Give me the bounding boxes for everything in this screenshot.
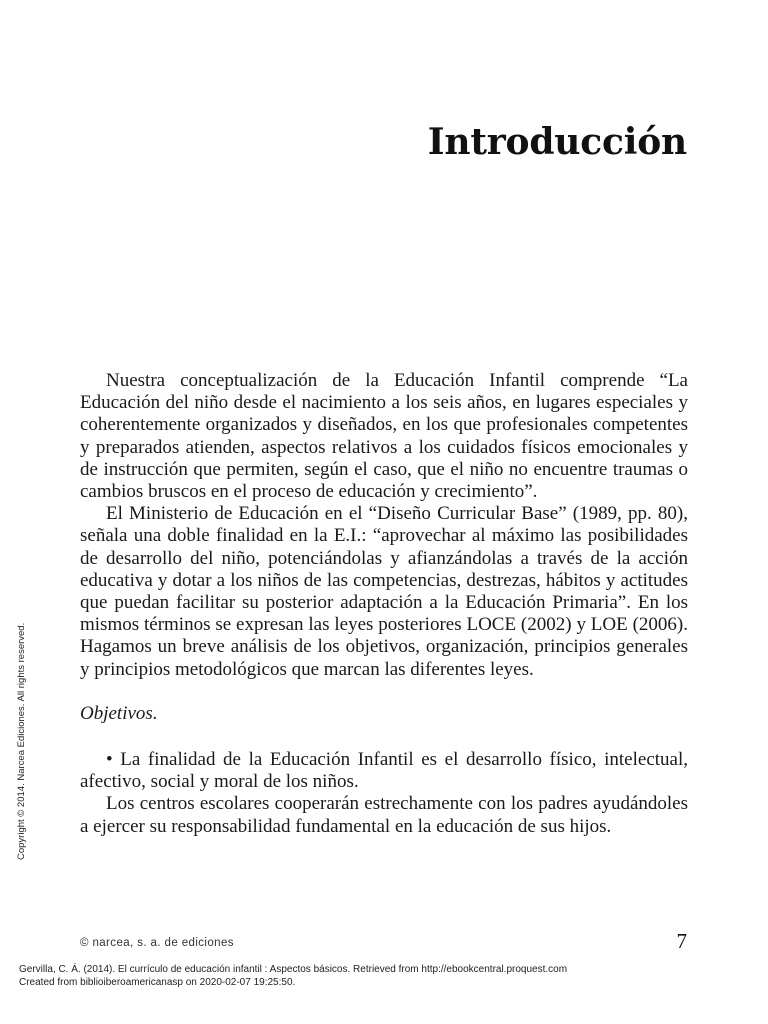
footer-publisher: © narcea, s. a. de ediciones bbox=[80, 937, 234, 949]
body-text bbox=[80, 370, 688, 838]
bullet-icon: • bbox=[106, 749, 113, 771]
paragraph-2: El Ministerio de Educación en el “Diseño Curricular Base” (1989, pp. 80), señala una doble finalidad en la E.I.: “aprovechar al máximo las posibilidades de desarrollo del niño, potenciándolas y afianzándolas a través de la acción educativa y dotar a los niños de las competencias, destrezas, hábitos y actitudes que puedan facilitar su posterior adaptación a la Educación Primaria”. En los mismos términos se expresan las leyes posteriores LOCE (2002) y LOE (2006). Hagamos un breve análisis de los objetivos, organización, principios generales y principios metodológicos que marcan las diferentes leyes. bbox=[80, 503, 688, 680]
copyright-notice: Copyright © 2014. Narcea Ediciones. All rights reserved. bbox=[16, 622, 27, 860]
citation bbox=[19, 963, 567, 989]
page-number: 7 bbox=[676, 929, 687, 953]
paragraph-1: Nuestra conceptualización de la Educación Infantil comprende “La Educación del niño desde el nacimiento a los seis años, en lugares especiales y coherentemente organizados y diseñados, en los que profesionales competentes y preparados atienden, aspectos relativos a los cuidados físicos emocionales y de instrucción que permiten, según el caso, que el niño no encuentre traumas o cambios bruscos en el proceso de educación y crecimiento”. bbox=[80, 370, 688, 503]
chapter-title: Introducción bbox=[427, 121, 687, 163]
citation-line-1: Gervilla, C. Á. (2014). El currículo de educación infantil : Aspectos básicos. Retrieved from http://ebookcentral.proquest.com bbox=[19, 964, 568, 975]
paragraph-3: Los centros escolares cooperarán estrechamente con los padres ayudándoles a ejercer su responsabilidad fundamental en la educación de sus hijos. bbox=[80, 793, 688, 837]
bullet-item-text: La finalidad de la Educación Infantil es el desarrollo físico, intelectual, afectivo, social y moral de los niños. bbox=[80, 749, 689, 793]
citation-line-2: Created from biblioiberoamericanasp on 2020-02-07 19:25:50. bbox=[19, 977, 296, 988]
section-heading-objetivos: Objetivos. bbox=[80, 702, 158, 724]
bullet-item bbox=[80, 749, 688, 793]
